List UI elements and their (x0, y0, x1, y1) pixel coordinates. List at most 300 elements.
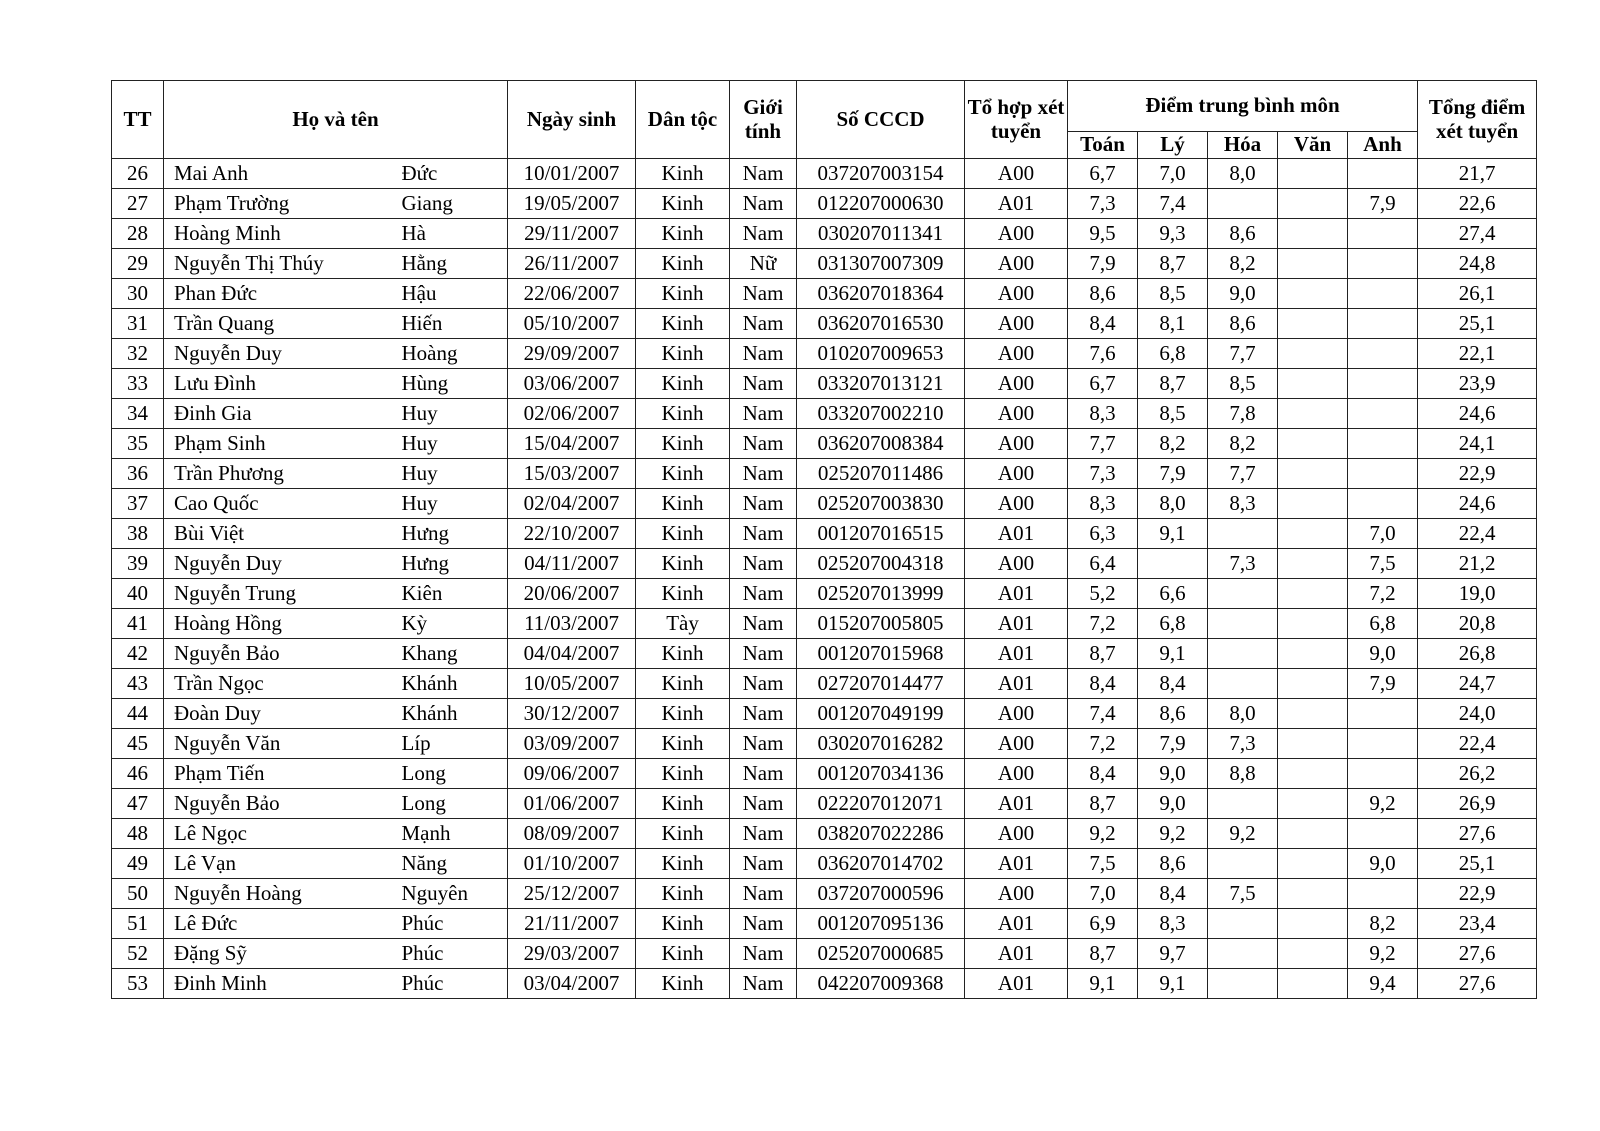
cell-to-hop: A00 (965, 729, 1068, 759)
cell-hoa: 7,3 (1208, 549, 1278, 579)
cell-so-cccd: 022207012071 (797, 789, 965, 819)
cell-ngay-sinh: 03/09/2007 (508, 729, 636, 759)
cell-tt: 50 (112, 879, 164, 909)
cell-ten: Hưng (398, 519, 508, 549)
cell-ly: 7,9 (1138, 459, 1208, 489)
cell-to-hop: A01 (965, 579, 1068, 609)
cell-gioi-tinh: Nam (730, 549, 797, 579)
cell-anh: 7,9 (1348, 189, 1418, 219)
cell-to-hop: A00 (965, 549, 1068, 579)
table-row (112, 459, 1537, 489)
cell-van (1278, 759, 1348, 789)
cell-hoa (1208, 849, 1278, 879)
cell-dan-toc: Kinh (636, 159, 730, 189)
cell-gioi-tinh: Nam (730, 219, 797, 249)
cell-to-hop: A00 (965, 489, 1068, 519)
cell-tt: 48 (112, 819, 164, 849)
table-row (112, 639, 1537, 669)
cell-gioi-tinh: Nam (730, 309, 797, 339)
cell-van (1278, 489, 1348, 519)
cell-dan-toc: Kinh (636, 489, 730, 519)
cell-tt: 33 (112, 369, 164, 399)
cell-van (1278, 729, 1348, 759)
cell-ho-dem: Trần Phương (164, 459, 398, 489)
cell-anh: 6,8 (1348, 609, 1418, 639)
cell-toan: 8,7 (1068, 939, 1138, 969)
cell-anh: 9,0 (1348, 849, 1418, 879)
table-row (112, 699, 1537, 729)
cell-van (1278, 549, 1348, 579)
cell-ho-dem: Nguyễn Bảo (164, 789, 398, 819)
cell-anh: 9,2 (1348, 939, 1418, 969)
cell-toan: 9,5 (1068, 219, 1138, 249)
cell-ly: 8,4 (1138, 879, 1208, 909)
cell-dan-toc: Kinh (636, 309, 730, 339)
cell-toan: 9,1 (1068, 969, 1138, 999)
cell-hoa: 8,2 (1208, 249, 1278, 279)
cell-ten: Đức (398, 159, 508, 189)
cell-van (1278, 669, 1348, 699)
cell-dan-toc: Kinh (636, 579, 730, 609)
cell-hoa: 8,2 (1208, 429, 1278, 459)
cell-toan: 8,3 (1068, 489, 1138, 519)
cell-tong-diem: 20,8 (1418, 609, 1537, 639)
cell-gioi-tinh: Nam (730, 519, 797, 549)
cell-gioi-tinh: Nam (730, 489, 797, 519)
cell-tong-diem: 19,0 (1418, 579, 1537, 609)
cell-tt: 38 (112, 519, 164, 549)
cell-to-hop: A00 (965, 249, 1068, 279)
cell-tt: 41 (112, 609, 164, 639)
cell-ly: 7,9 (1138, 729, 1208, 759)
cell-so-cccd: 025207011486 (797, 459, 965, 489)
cell-tong-diem: 24,6 (1418, 399, 1537, 429)
cell-dan-toc: Kinh (636, 459, 730, 489)
cell-van (1278, 429, 1348, 459)
cell-ten: Hậu (398, 279, 508, 309)
cell-ngay-sinh: 03/04/2007 (508, 969, 636, 999)
cell-ly: 8,7 (1138, 249, 1208, 279)
table-row (112, 759, 1537, 789)
header-ngay-sinh: Ngày sinh (508, 81, 636, 159)
cell-hoa (1208, 579, 1278, 609)
cell-dan-toc: Kinh (636, 429, 730, 459)
cell-tong-diem: 25,1 (1418, 849, 1537, 879)
cell-toan: 7,6 (1068, 339, 1138, 369)
cell-anh (1348, 819, 1418, 849)
cell-hoa (1208, 969, 1278, 999)
cell-anh (1348, 249, 1418, 279)
cell-dan-toc: Kinh (636, 699, 730, 729)
cell-toan: 7,4 (1068, 699, 1138, 729)
cell-to-hop: A01 (965, 609, 1068, 639)
cell-van (1278, 909, 1348, 939)
cell-anh: 9,0 (1348, 639, 1418, 669)
cell-so-cccd: 036207014702 (797, 849, 965, 879)
cell-tong-diem: 26,1 (1418, 279, 1537, 309)
cell-ngay-sinh: 22/10/2007 (508, 519, 636, 549)
cell-ten: Phúc (398, 909, 508, 939)
cell-ngay-sinh: 03/06/2007 (508, 369, 636, 399)
cell-ho-dem: Phạm Sinh (164, 429, 398, 459)
cell-tong-diem: 22,4 (1418, 729, 1537, 759)
cell-hoa (1208, 669, 1278, 699)
cell-ten: Giang (398, 189, 508, 219)
cell-anh: 7,0 (1348, 519, 1418, 549)
cell-ly: 8,5 (1138, 399, 1208, 429)
header-anh: Anh (1348, 132, 1418, 159)
table-row (112, 249, 1537, 279)
cell-ly (1138, 549, 1208, 579)
table-row (112, 159, 1537, 189)
cell-toan: 6,7 (1068, 369, 1138, 399)
cell-anh: 8,2 (1348, 909, 1418, 939)
cell-ten: Khánh (398, 669, 508, 699)
cell-van (1278, 969, 1348, 999)
cell-gioi-tinh: Nam (730, 429, 797, 459)
cell-ho-dem: Nguyễn Trung (164, 579, 398, 609)
cell-ho-dem: Lê Vạn (164, 849, 398, 879)
cell-tt: 34 (112, 399, 164, 429)
cell-gioi-tinh: Nam (730, 279, 797, 309)
cell-anh (1348, 429, 1418, 459)
cell-ngay-sinh: 02/04/2007 (508, 489, 636, 519)
cell-ngay-sinh: 05/10/2007 (508, 309, 636, 339)
cell-gioi-tinh: Nam (730, 849, 797, 879)
cell-ngay-sinh: 29/09/2007 (508, 339, 636, 369)
cell-ngay-sinh: 01/10/2007 (508, 849, 636, 879)
cell-anh (1348, 459, 1418, 489)
cell-gioi-tinh: Nam (730, 159, 797, 189)
cell-dan-toc: Kinh (636, 249, 730, 279)
cell-to-hop: A00 (965, 429, 1068, 459)
cell-tong-diem: 23,4 (1418, 909, 1537, 939)
table-row (112, 729, 1537, 759)
header-toan: Toán (1068, 132, 1138, 159)
cell-gioi-tinh: Nam (730, 699, 797, 729)
cell-ho-dem: Phạm Tiến (164, 759, 398, 789)
cell-so-cccd: 010207009653 (797, 339, 965, 369)
cell-gioi-tinh: Nam (730, 189, 797, 219)
cell-dan-toc: Kinh (636, 909, 730, 939)
cell-toan: 7,2 (1068, 609, 1138, 639)
table-row (112, 579, 1537, 609)
cell-ho-dem: Phan Đức (164, 279, 398, 309)
cell-so-cccd: 025207013999 (797, 579, 965, 609)
cell-ly: 8,5 (1138, 279, 1208, 309)
cell-ngay-sinh: 04/11/2007 (508, 549, 636, 579)
cell-ngay-sinh: 04/04/2007 (508, 639, 636, 669)
cell-van (1278, 639, 1348, 669)
cell-to-hop: A00 (965, 279, 1068, 309)
cell-toan: 7,3 (1068, 189, 1138, 219)
cell-so-cccd: 027207014477 (797, 669, 965, 699)
cell-ho-dem: Nguyễn Hoàng (164, 879, 398, 909)
cell-ngay-sinh: 15/04/2007 (508, 429, 636, 459)
cell-hoa (1208, 789, 1278, 819)
table-row (112, 339, 1537, 369)
cell-van (1278, 879, 1348, 909)
cell-ly: 9,1 (1138, 969, 1208, 999)
cell-van (1278, 849, 1348, 879)
cell-hoa (1208, 639, 1278, 669)
cell-ho-dem: Nguyễn Duy (164, 339, 398, 369)
cell-van (1278, 189, 1348, 219)
cell-tt: 40 (112, 579, 164, 609)
cell-tt: 28 (112, 219, 164, 249)
cell-toan: 7,5 (1068, 849, 1138, 879)
cell-so-cccd: 001207015968 (797, 639, 965, 669)
cell-ly: 8,0 (1138, 489, 1208, 519)
cell-tong-diem: 27,6 (1418, 969, 1537, 999)
cell-to-hop: A00 (965, 369, 1068, 399)
table-row (112, 219, 1537, 249)
cell-ten: Nguyên (398, 879, 508, 909)
cell-van (1278, 339, 1348, 369)
cell-van (1278, 399, 1348, 429)
cell-van (1278, 159, 1348, 189)
cell-anh (1348, 339, 1418, 369)
cell-ten: Huy (398, 489, 508, 519)
cell-ly: 6,8 (1138, 609, 1208, 639)
cell-so-cccd: 025207000685 (797, 939, 965, 969)
cell-anh (1348, 159, 1418, 189)
cell-to-hop: A01 (965, 639, 1068, 669)
header-tt: TT (112, 81, 164, 159)
cell-so-cccd: 030207016282 (797, 729, 965, 759)
cell-anh (1348, 369, 1418, 399)
cell-to-hop: A00 (965, 819, 1068, 849)
cell-anh (1348, 399, 1418, 429)
cell-tong-diem: 23,9 (1418, 369, 1537, 399)
cell-dan-toc: Kinh (636, 279, 730, 309)
cell-van (1278, 249, 1348, 279)
table-row (112, 309, 1537, 339)
cell-gioi-tinh: Nam (730, 759, 797, 789)
cell-so-cccd: 037207003154 (797, 159, 965, 189)
cell-ten: Huy (398, 429, 508, 459)
cell-so-cccd: 001207049199 (797, 699, 965, 729)
cell-dan-toc: Kinh (636, 189, 730, 219)
cell-ly: 9,7 (1138, 939, 1208, 969)
cell-to-hop: A00 (965, 219, 1068, 249)
cell-to-hop: A01 (965, 519, 1068, 549)
table-row (112, 189, 1537, 219)
cell-toan: 6,9 (1068, 909, 1138, 939)
cell-ho-dem: Hoàng Minh (164, 219, 398, 249)
cell-ho-dem: Hoàng Hồng (164, 609, 398, 639)
cell-toan: 8,4 (1068, 759, 1138, 789)
cell-van (1278, 579, 1348, 609)
cell-tong-diem: 24,0 (1418, 699, 1537, 729)
cell-ngay-sinh: 11/03/2007 (508, 609, 636, 639)
cell-ngay-sinh: 29/03/2007 (508, 939, 636, 969)
cell-tt: 26 (112, 159, 164, 189)
table-row (112, 669, 1537, 699)
cell-ly: 8,6 (1138, 699, 1208, 729)
cell-ho-dem: Phạm Trường (164, 189, 398, 219)
cell-tt: 47 (112, 789, 164, 819)
cell-ho-dem: Trần Ngọc (164, 669, 398, 699)
table-row (112, 819, 1537, 849)
cell-hoa: 7,5 (1208, 879, 1278, 909)
cell-ho-dem: Đặng Sỹ (164, 939, 398, 969)
cell-van (1278, 789, 1348, 819)
cell-ten: Hưng (398, 549, 508, 579)
cell-gioi-tinh: Nam (730, 399, 797, 429)
cell-tt: 31 (112, 309, 164, 339)
cell-dan-toc: Kinh (636, 759, 730, 789)
cell-ngay-sinh: 09/06/2007 (508, 759, 636, 789)
cell-van (1278, 309, 1348, 339)
cell-ngay-sinh: 30/12/2007 (508, 699, 636, 729)
cell-to-hop: A00 (965, 459, 1068, 489)
cell-hoa: 7,7 (1208, 459, 1278, 489)
cell-tong-diem: 27,6 (1418, 819, 1537, 849)
cell-ngay-sinh: 15/03/2007 (508, 459, 636, 489)
cell-dan-toc: Kinh (636, 399, 730, 429)
cell-anh (1348, 489, 1418, 519)
table-row (112, 909, 1537, 939)
cell-dan-toc: Kinh (636, 969, 730, 999)
header-gioi-tinh: Giới tính (730, 81, 797, 159)
cell-ho-dem: Lê Ngọc (164, 819, 398, 849)
cell-tong-diem: 24,7 (1418, 669, 1537, 699)
cell-gioi-tinh: Nam (730, 939, 797, 969)
cell-ten: Năng (398, 849, 508, 879)
cell-toan: 7,0 (1068, 879, 1138, 909)
cell-tt: 51 (112, 909, 164, 939)
cell-toan: 6,7 (1068, 159, 1138, 189)
cell-gioi-tinh: Nữ (730, 249, 797, 279)
cell-van (1278, 369, 1348, 399)
cell-van (1278, 939, 1348, 969)
cell-to-hop: A01 (965, 789, 1068, 819)
cell-to-hop: A00 (965, 159, 1068, 189)
header-so-cccd: Số CCCD (797, 81, 965, 159)
cell-tt: 27 (112, 189, 164, 219)
cell-tong-diem: 25,1 (1418, 309, 1537, 339)
cell-ly: 8,7 (1138, 369, 1208, 399)
cell-ngay-sinh: 22/06/2007 (508, 279, 636, 309)
header-van: Văn (1278, 132, 1348, 159)
cell-tong-diem: 24,1 (1418, 429, 1537, 459)
cell-ten: Long (398, 759, 508, 789)
cell-ly: 7,4 (1138, 189, 1208, 219)
cell-anh (1348, 879, 1418, 909)
cell-dan-toc: Kinh (636, 549, 730, 579)
cell-tt: 30 (112, 279, 164, 309)
cell-hoa: 8,5 (1208, 369, 1278, 399)
cell-to-hop: A01 (965, 939, 1068, 969)
cell-toan: 8,7 (1068, 789, 1138, 819)
cell-tt: 49 (112, 849, 164, 879)
cell-so-cccd: 033207002210 (797, 399, 965, 429)
cell-dan-toc: Kinh (636, 519, 730, 549)
cell-tong-diem: 27,4 (1418, 219, 1537, 249)
cell-ngay-sinh: 26/11/2007 (508, 249, 636, 279)
cell-ngay-sinh: 29/11/2007 (508, 219, 636, 249)
cell-gioi-tinh: Nam (730, 729, 797, 759)
cell-tt: 44 (112, 699, 164, 729)
cell-so-cccd: 012207000630 (797, 189, 965, 219)
cell-tt: 53 (112, 969, 164, 999)
cell-hoa: 9,0 (1208, 279, 1278, 309)
cell-ly: 6,8 (1138, 339, 1208, 369)
cell-dan-toc: Tày (636, 609, 730, 639)
cell-ly: 8,3 (1138, 909, 1208, 939)
cell-anh (1348, 309, 1418, 339)
cell-ngay-sinh: 10/01/2007 (508, 159, 636, 189)
cell-so-cccd: 036207018364 (797, 279, 965, 309)
cell-ho-dem: Đinh Minh (164, 969, 398, 999)
table-row (112, 849, 1537, 879)
cell-toan: 8,7 (1068, 639, 1138, 669)
cell-toan: 6,4 (1068, 549, 1138, 579)
cell-van (1278, 279, 1348, 309)
cell-toan: 8,4 (1068, 309, 1138, 339)
cell-tt: 35 (112, 429, 164, 459)
cell-gioi-tinh: Nam (730, 819, 797, 849)
cell-van (1278, 219, 1348, 249)
cell-tong-diem: 22,9 (1418, 459, 1537, 489)
cell-tt: 43 (112, 669, 164, 699)
cell-tt: 45 (112, 729, 164, 759)
cell-dan-toc: Kinh (636, 849, 730, 879)
cell-hoa: 7,8 (1208, 399, 1278, 429)
cell-to-hop: A01 (965, 669, 1068, 699)
cell-ly: 9,3 (1138, 219, 1208, 249)
cell-ten: Hằng (398, 249, 508, 279)
cell-to-hop: A01 (965, 909, 1068, 939)
cell-tong-diem: 24,8 (1418, 249, 1537, 279)
cell-ngay-sinh: 20/06/2007 (508, 579, 636, 609)
table-row (112, 789, 1537, 819)
cell-ho-dem: Trần Quang (164, 309, 398, 339)
cell-ten: Huy (398, 459, 508, 489)
cell-to-hop: A01 (965, 969, 1068, 999)
table-header (112, 81, 1537, 159)
cell-anh: 9,2 (1348, 789, 1418, 819)
cell-to-hop: A00 (965, 339, 1068, 369)
cell-anh (1348, 759, 1418, 789)
table-row (112, 369, 1537, 399)
cell-tt: 32 (112, 339, 164, 369)
cell-toan: 7,7 (1068, 429, 1138, 459)
cell-tt: 46 (112, 759, 164, 789)
cell-van (1278, 609, 1348, 639)
cell-tong-diem: 22,9 (1418, 879, 1537, 909)
cell-dan-toc: Kinh (636, 339, 730, 369)
cell-ten: Phúc (398, 969, 508, 999)
cell-tong-diem: 26,2 (1418, 759, 1537, 789)
table-row (112, 279, 1537, 309)
cell-hoa (1208, 939, 1278, 969)
cell-gioi-tinh: Nam (730, 339, 797, 369)
cell-so-cccd: 037207000596 (797, 879, 965, 909)
cell-dan-toc: Kinh (636, 669, 730, 699)
cell-hoa (1208, 189, 1278, 219)
cell-ho-dem: Lưu Đình (164, 369, 398, 399)
cell-ten: Líp (398, 729, 508, 759)
table-row (112, 879, 1537, 909)
cell-tt: 37 (112, 489, 164, 519)
cell-to-hop: A00 (965, 879, 1068, 909)
cell-ly: 8,1 (1138, 309, 1208, 339)
cell-gioi-tinh: Nam (730, 879, 797, 909)
cell-tt: 29 (112, 249, 164, 279)
cell-ngay-sinh: 08/09/2007 (508, 819, 636, 849)
